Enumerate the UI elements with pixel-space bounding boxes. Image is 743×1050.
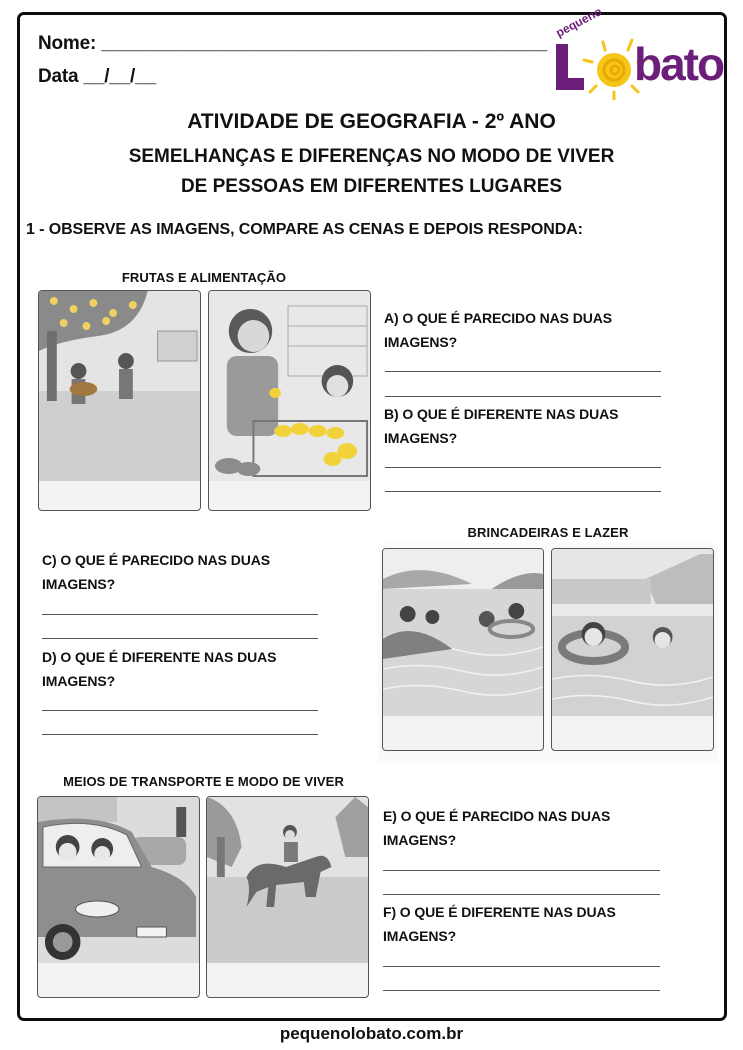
question-b-line2: IMAGENS? <box>384 430 458 446</box>
logo-small-text: pequeno <box>553 4 605 41</box>
page-subtitle-line1: SEMELHANÇAS E DIFERENÇAS NO MODO DE VIVER <box>128 146 615 167</box>
question-a-line1: A) O QUE É PARECIDO NAS DUAS <box>384 310 612 326</box>
image-horse-countryside <box>206 796 369 998</box>
question-d-line2: IMAGENS? <box>42 673 116 689</box>
answer-line-f1[interactable] <box>383 966 660 967</box>
section-title-brincadeiras: BRINCADEIRAS E LAZER <box>467 525 629 540</box>
image-fruit-tree <box>38 290 201 511</box>
answer-line-a2[interactable] <box>385 396 661 397</box>
pequeno-lobato-logo <box>548 4 724 100</box>
question-f-line1: F) O QUE É DIFERENTE NAS DUAS <box>383 904 616 920</box>
question-a-line2: IMAGENS? <box>384 334 458 350</box>
page-title: ATIVIDADE DE GEOGRAFIA - 2º ANO <box>187 110 556 133</box>
question-d-line1: D) O QUE É DIFERENTE NAS DUAS <box>42 649 277 665</box>
answer-line-a1[interactable] <box>385 371 661 372</box>
date-field-label[interactable]: Data __/__/__ <box>38 66 156 87</box>
question-e-line2: IMAGENS? <box>383 832 457 848</box>
question-e-line1: E) O QUE É PARECIDO NAS DUAS <box>383 808 611 824</box>
question-c-line2: IMAGENS? <box>42 576 116 592</box>
section-title-transporte: MEIOS DE TRANSPORTE E MODO DE VIVER <box>63 774 344 789</box>
answer-line-d2[interactable] <box>42 734 318 735</box>
answer-line-b2[interactable] <box>385 491 661 492</box>
section-title-frutas: FRUTAS E ALIMENTAÇÃO <box>121 270 287 285</box>
image-supermarket <box>208 290 371 511</box>
instruction-text: 1 - OBSERVE AS IMAGENS, COMPARE AS CENAS E DEPOIS RESPONDA: <box>26 221 583 238</box>
answer-line-f2[interactable] <box>383 990 660 991</box>
answer-line-c1[interactable] <box>42 614 318 615</box>
question-c-line1: C) O QUE É PARECIDO NAS DUAS <box>42 552 270 568</box>
name-field-label[interactable]: Nome: ___________________________________________ <box>38 33 547 54</box>
logo-brand-text: bato <box>634 38 724 90</box>
page-subtitle-line2: DE PESSOAS EM DIFERENTES LUGARES <box>180 176 563 197</box>
image-car-city <box>37 796 200 998</box>
answer-line-b1[interactable] <box>385 467 661 468</box>
footer-website[interactable]: pequenolobato.com.br <box>279 1024 464 1043</box>
answer-line-c2[interactable] <box>42 638 318 639</box>
image-river-swim <box>382 548 544 751</box>
question-f-line2: IMAGENS? <box>383 928 457 944</box>
image-pool-swim <box>551 548 714 751</box>
answer-line-d1[interactable] <box>42 710 318 711</box>
answer-line-e1[interactable] <box>383 870 660 871</box>
answer-line-e2[interactable] <box>383 894 660 895</box>
question-b-line1: B) O QUE É DIFERENTE NAS DUAS <box>384 406 619 422</box>
